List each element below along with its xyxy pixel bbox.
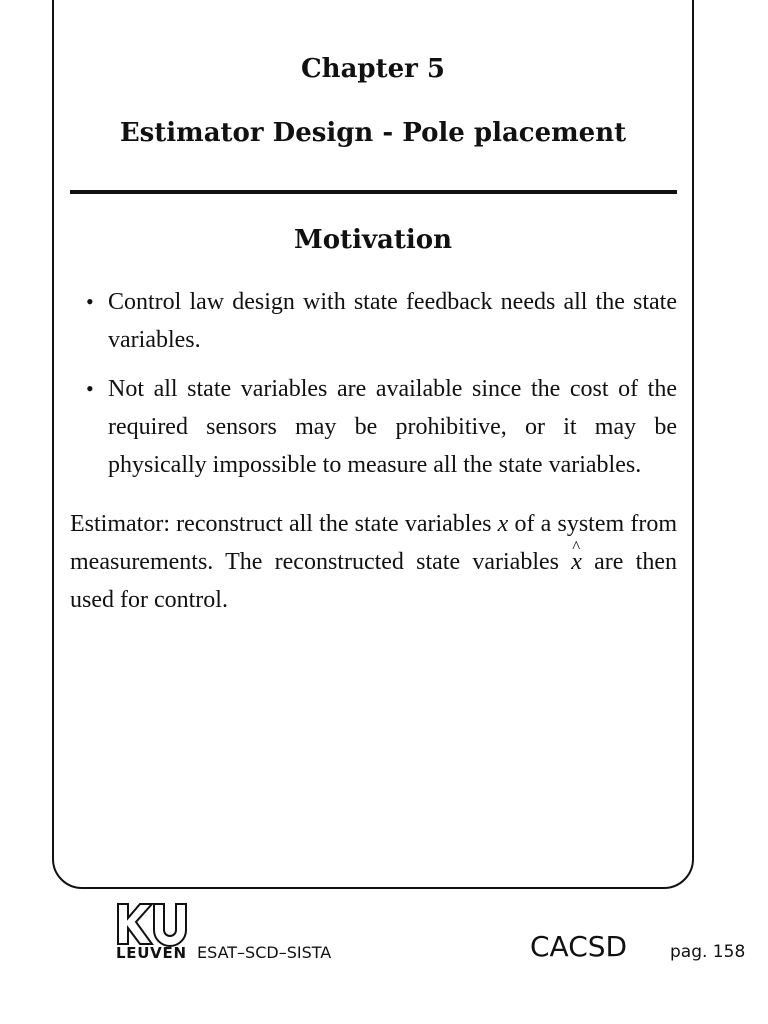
- bullet-item: [72, 370, 677, 484]
- paragraph-text-3: are then used for control.: [70, 549, 677, 613]
- estimator-paragraph: [70, 505, 677, 619]
- title-rule: [70, 190, 677, 194]
- chapter-title: Estimator Design - Pole placement: [119, 118, 627, 148]
- bullet-icon: •: [86, 289, 94, 314]
- bullet-text: Not all state variables are available since the cost of the required sensors may be prohibitive, or it may be physically impossible to measure all the state variables.: [108, 376, 677, 478]
- logo-text: LEUVEN: [116, 944, 186, 960]
- bullet-list: [72, 283, 677, 495]
- paragraph-text-2: of a system from measurements. The reconstructed state variables: [70, 511, 678, 575]
- variable-x: x: [497, 511, 509, 537]
- ku-leuven-logo: [116, 902, 188, 960]
- footer-course: CACSD: [530, 930, 628, 963]
- section-heading: Motivation: [293, 225, 453, 255]
- page-number: pag. 158: [670, 942, 746, 962]
- chapter-heading: Chapter 5: [300, 54, 445, 84]
- footer-department: ESAT–SCD–SISTA: [197, 943, 332, 962]
- variable-x-hat: ^ x: [571, 543, 582, 581]
- bullet-icon: •: [86, 376, 94, 401]
- bullet-text: Control law design with state feedback needs all the state variables.: [108, 289, 677, 353]
- paragraph-text-1: Estimator: reconstruct all the state variables: [70, 511, 498, 537]
- bullet-item: [72, 283, 677, 359]
